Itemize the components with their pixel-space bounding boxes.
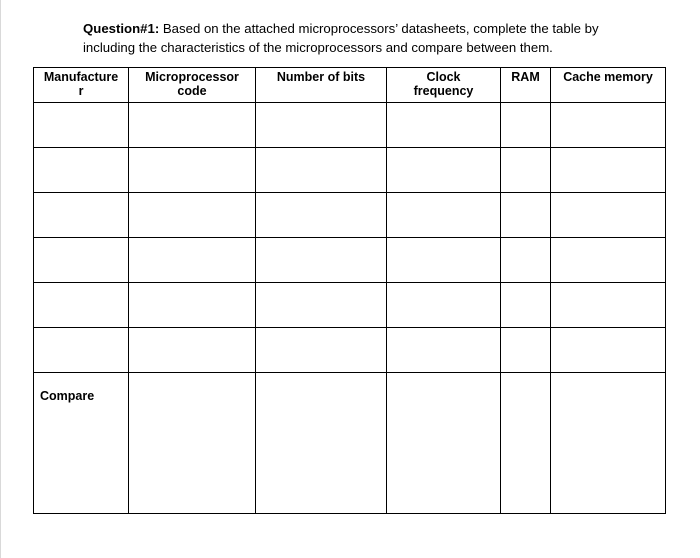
table-cell[interactable] [34,238,129,283]
compare-cell[interactable] [551,373,666,514]
question-body: Based on the attached microprocessors’ datasheets, complete the table by including the characteristics of the microprocessors and compare between them. [83,21,599,55]
table-cell[interactable] [129,328,256,373]
table-cell[interactable] [129,238,256,283]
compare-label: Compare [34,373,129,514]
table-cell[interactable] [551,193,666,238]
table-cell[interactable] [551,238,666,283]
table-cell[interactable] [256,283,387,328]
table-cell[interactable] [256,238,387,283]
table-row [34,193,666,238]
header-manufacturer: Manufacture r [34,68,129,103]
table-cell[interactable] [501,283,551,328]
table-row [34,328,666,373]
table-row [34,283,666,328]
question-number: Question#1: [83,21,160,36]
header-number-of-bits: Number of bits [256,68,387,103]
table-cell[interactable] [501,193,551,238]
table-cell[interactable] [256,193,387,238]
table-cell[interactable] [129,283,256,328]
table-cell[interactable] [129,148,256,193]
table-cell[interactable] [501,238,551,283]
table-cell[interactable] [387,103,501,148]
compare-row [34,373,666,514]
table-cell[interactable] [34,103,129,148]
header-clock-frequency: Clock frequency [387,68,501,103]
compare-cell[interactable] [387,373,501,514]
answer-table [33,67,666,514]
table-row [34,148,666,193]
table-cell[interactable] [387,148,501,193]
table-cell[interactable] [256,103,387,148]
table-cell[interactable] [34,283,129,328]
table-cell[interactable] [551,283,666,328]
table-cell[interactable] [34,193,129,238]
header-row [34,68,666,103]
table-cell[interactable] [501,103,551,148]
table-cell[interactable] [551,148,666,193]
header-ram: RAM [501,68,551,103]
header-microprocessor-code: Microprocessor code [129,68,256,103]
table-cell[interactable] [501,328,551,373]
header-cache-memory: Cache memory [551,68,666,103]
compare-cell[interactable] [256,373,387,514]
table-cell[interactable] [551,103,666,148]
table-cell[interactable] [501,148,551,193]
table-cell[interactable] [129,193,256,238]
table-cell[interactable] [129,103,256,148]
table-cell[interactable] [256,328,387,373]
table-cell[interactable] [387,328,501,373]
table-cell[interactable] [34,148,129,193]
table-row [34,238,666,283]
compare-cell[interactable] [501,373,551,514]
table-cell[interactable] [34,328,129,373]
page-left-edge [0,0,1,558]
table-cell[interactable] [387,238,501,283]
question-text [83,19,643,57]
table-cell[interactable] [387,193,501,238]
table-cell[interactable] [256,148,387,193]
compare-cell[interactable] [129,373,256,514]
table-row [34,103,666,148]
table-cell[interactable] [387,283,501,328]
table-cell[interactable] [551,328,666,373]
